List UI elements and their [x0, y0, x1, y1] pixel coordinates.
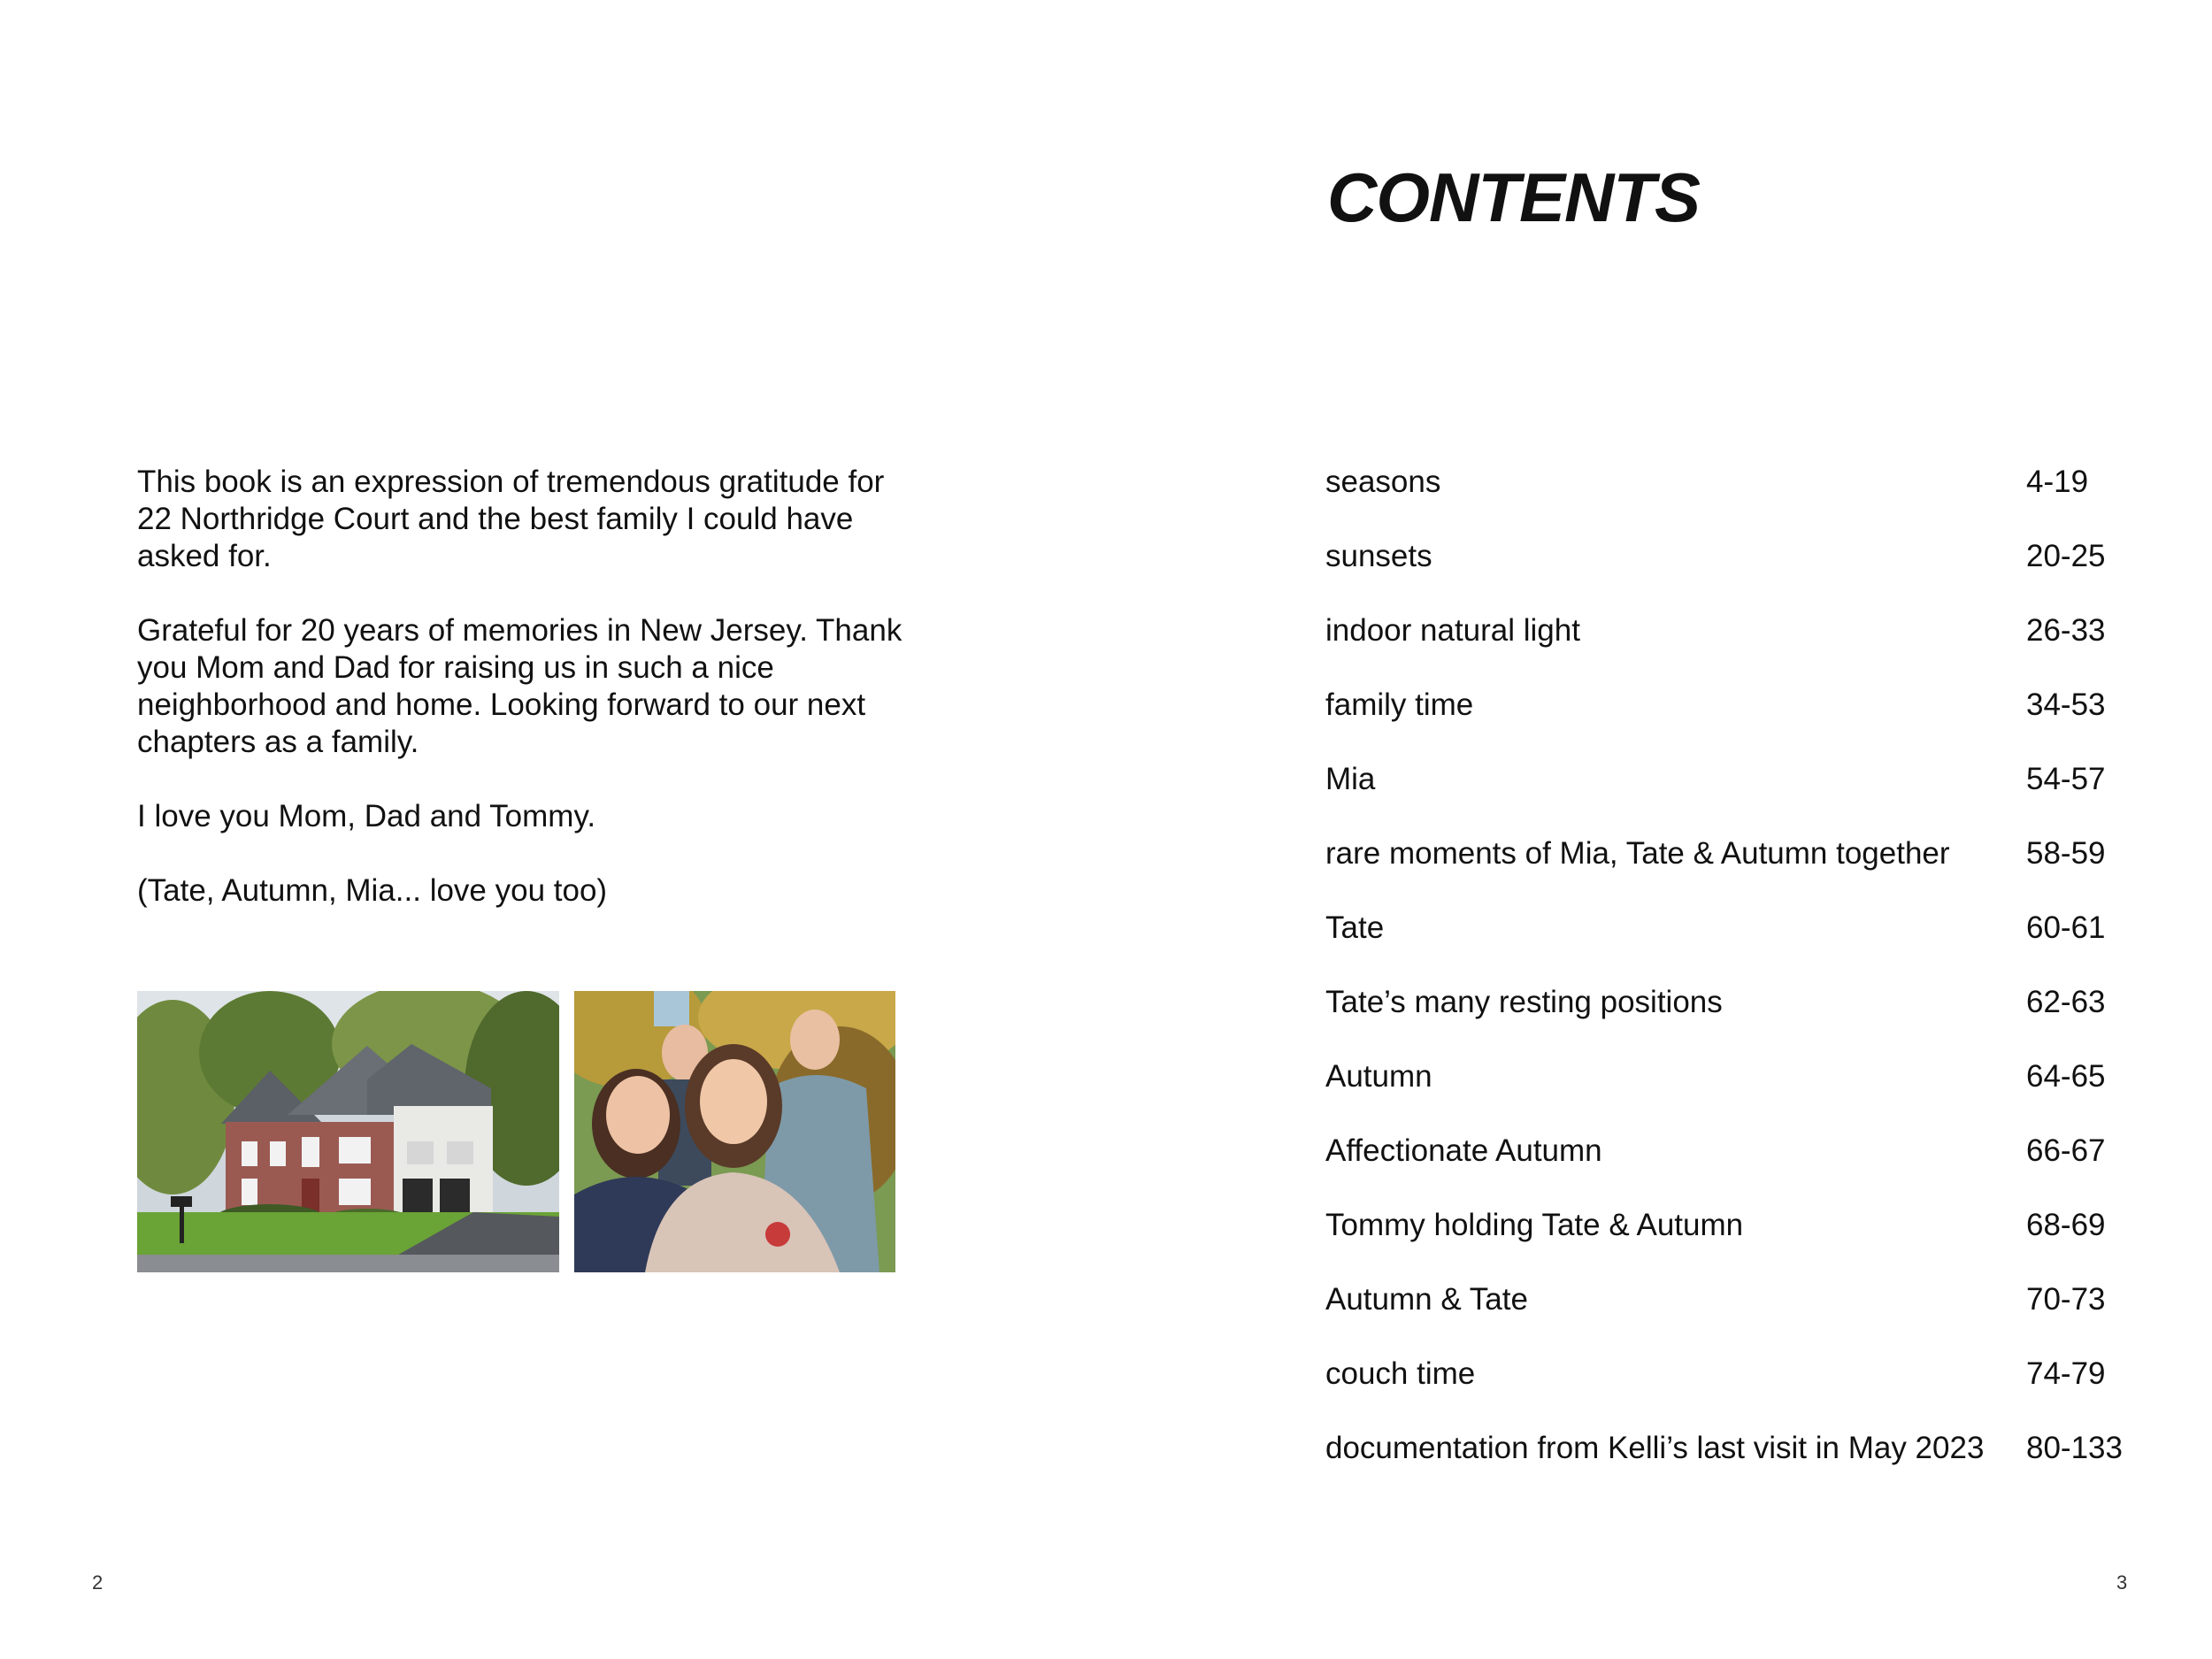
dedication-paragraph: This book is an expression of tremendous gratitude for 22 Northridge Court and the best family I could have asked for.	[137, 465, 885, 573]
toc-entry-pages: 66-67	[2026, 1133, 2106, 1168]
table-of-contents	[1325, 464, 2175, 1504]
toc-entry	[1325, 464, 2175, 538]
toc-entry-label: family time	[1325, 687, 1474, 722]
toc-entry-pages: 74-79	[2026, 1356, 2106, 1391]
toc-entry-pages: 68-69	[2026, 1208, 2106, 1242]
toc-entry-label: Autumn	[1325, 1059, 1432, 1094]
toc-entry-label: Autumn & Tate	[1325, 1282, 1528, 1317]
toc-entry-label: Tommy holding Tate & Autumn	[1325, 1208, 1744, 1242]
toc-entry-pages: 20-25	[2026, 539, 2106, 573]
toc-entry-pages: 58-59	[2026, 836, 2106, 871]
toc-entry-label: couch time	[1325, 1356, 1476, 1391]
toc-entry-pages: 70-73	[2026, 1282, 2106, 1317]
toc-entry	[1325, 1207, 2175, 1281]
toc-entry	[1325, 687, 2175, 761]
family-photo	[574, 991, 895, 1272]
toc-entry	[1325, 761, 2175, 835]
toc-entry	[1325, 1058, 2175, 1133]
toc-entry-label: rare moments of Mia, Tate & Autumn together	[1325, 836, 1950, 871]
toc-entry	[1325, 835, 2175, 910]
toc-entry	[1325, 612, 2175, 687]
toc-entry	[1325, 538, 2175, 612]
toc-entry-label: Mia	[1325, 762, 1376, 796]
page-number: 2	[92, 1571, 104, 1594]
toc-entry	[1325, 1133, 2175, 1207]
toc-entry-label: sunsets	[1325, 539, 1432, 573]
dedication-text	[137, 464, 916, 947]
toc-entry	[1325, 1281, 2175, 1356]
toc-entry	[1325, 1430, 2175, 1504]
toc-entry-label: Tate	[1325, 910, 1385, 945]
toc-entry-label: seasons	[1325, 465, 1441, 499]
dedication-paragraph: I love you Mom, Dad and Tommy.	[137, 799, 596, 833]
dedication-paragraph: Grateful for 20 years of memories in New Jersey. Thank you Mom and Dad for raising us in such a nice neighborhood and home. Looking forward to our next chapters as a family.	[137, 613, 902, 759]
toc-entry-label: documentation from Kelli’s last visit in May 2023	[1325, 1431, 1985, 1465]
toc-entry-pages: 62-63	[2026, 985, 2106, 1019]
toc-entry-label: indoor natural light	[1325, 613, 1580, 648]
toc-entry-pages: 54-57	[2026, 762, 2106, 796]
right-page	[1106, 0, 2212, 1659]
toc-entry-pages: 64-65	[2026, 1059, 2106, 1094]
toc-entry-label: Affectionate Autumn	[1325, 1133, 1602, 1168]
toc-entry-pages: 60-61	[2026, 910, 2106, 945]
dedication-paragraph: (Tate, Autumn, Mia... love you too)	[137, 873, 608, 908]
toc-entry-pages: 26-33	[2026, 613, 2106, 648]
toc-entry	[1325, 984, 2175, 1058]
house-photo	[137, 991, 559, 1272]
page-number: 3	[2116, 1571, 2128, 1594]
contents-title: CONTENTS	[1327, 158, 1700, 236]
toc-entry	[1325, 910, 2175, 984]
toc-entry	[1325, 1356, 2175, 1430]
toc-entry-pages: 34-53	[2026, 687, 2106, 722]
toc-entry-pages: 80-133	[2026, 1431, 2123, 1465]
toc-entry-pages: 4-19	[2026, 465, 2089, 499]
toc-entry-label: Tate’s many resting positions	[1325, 985, 1723, 1019]
